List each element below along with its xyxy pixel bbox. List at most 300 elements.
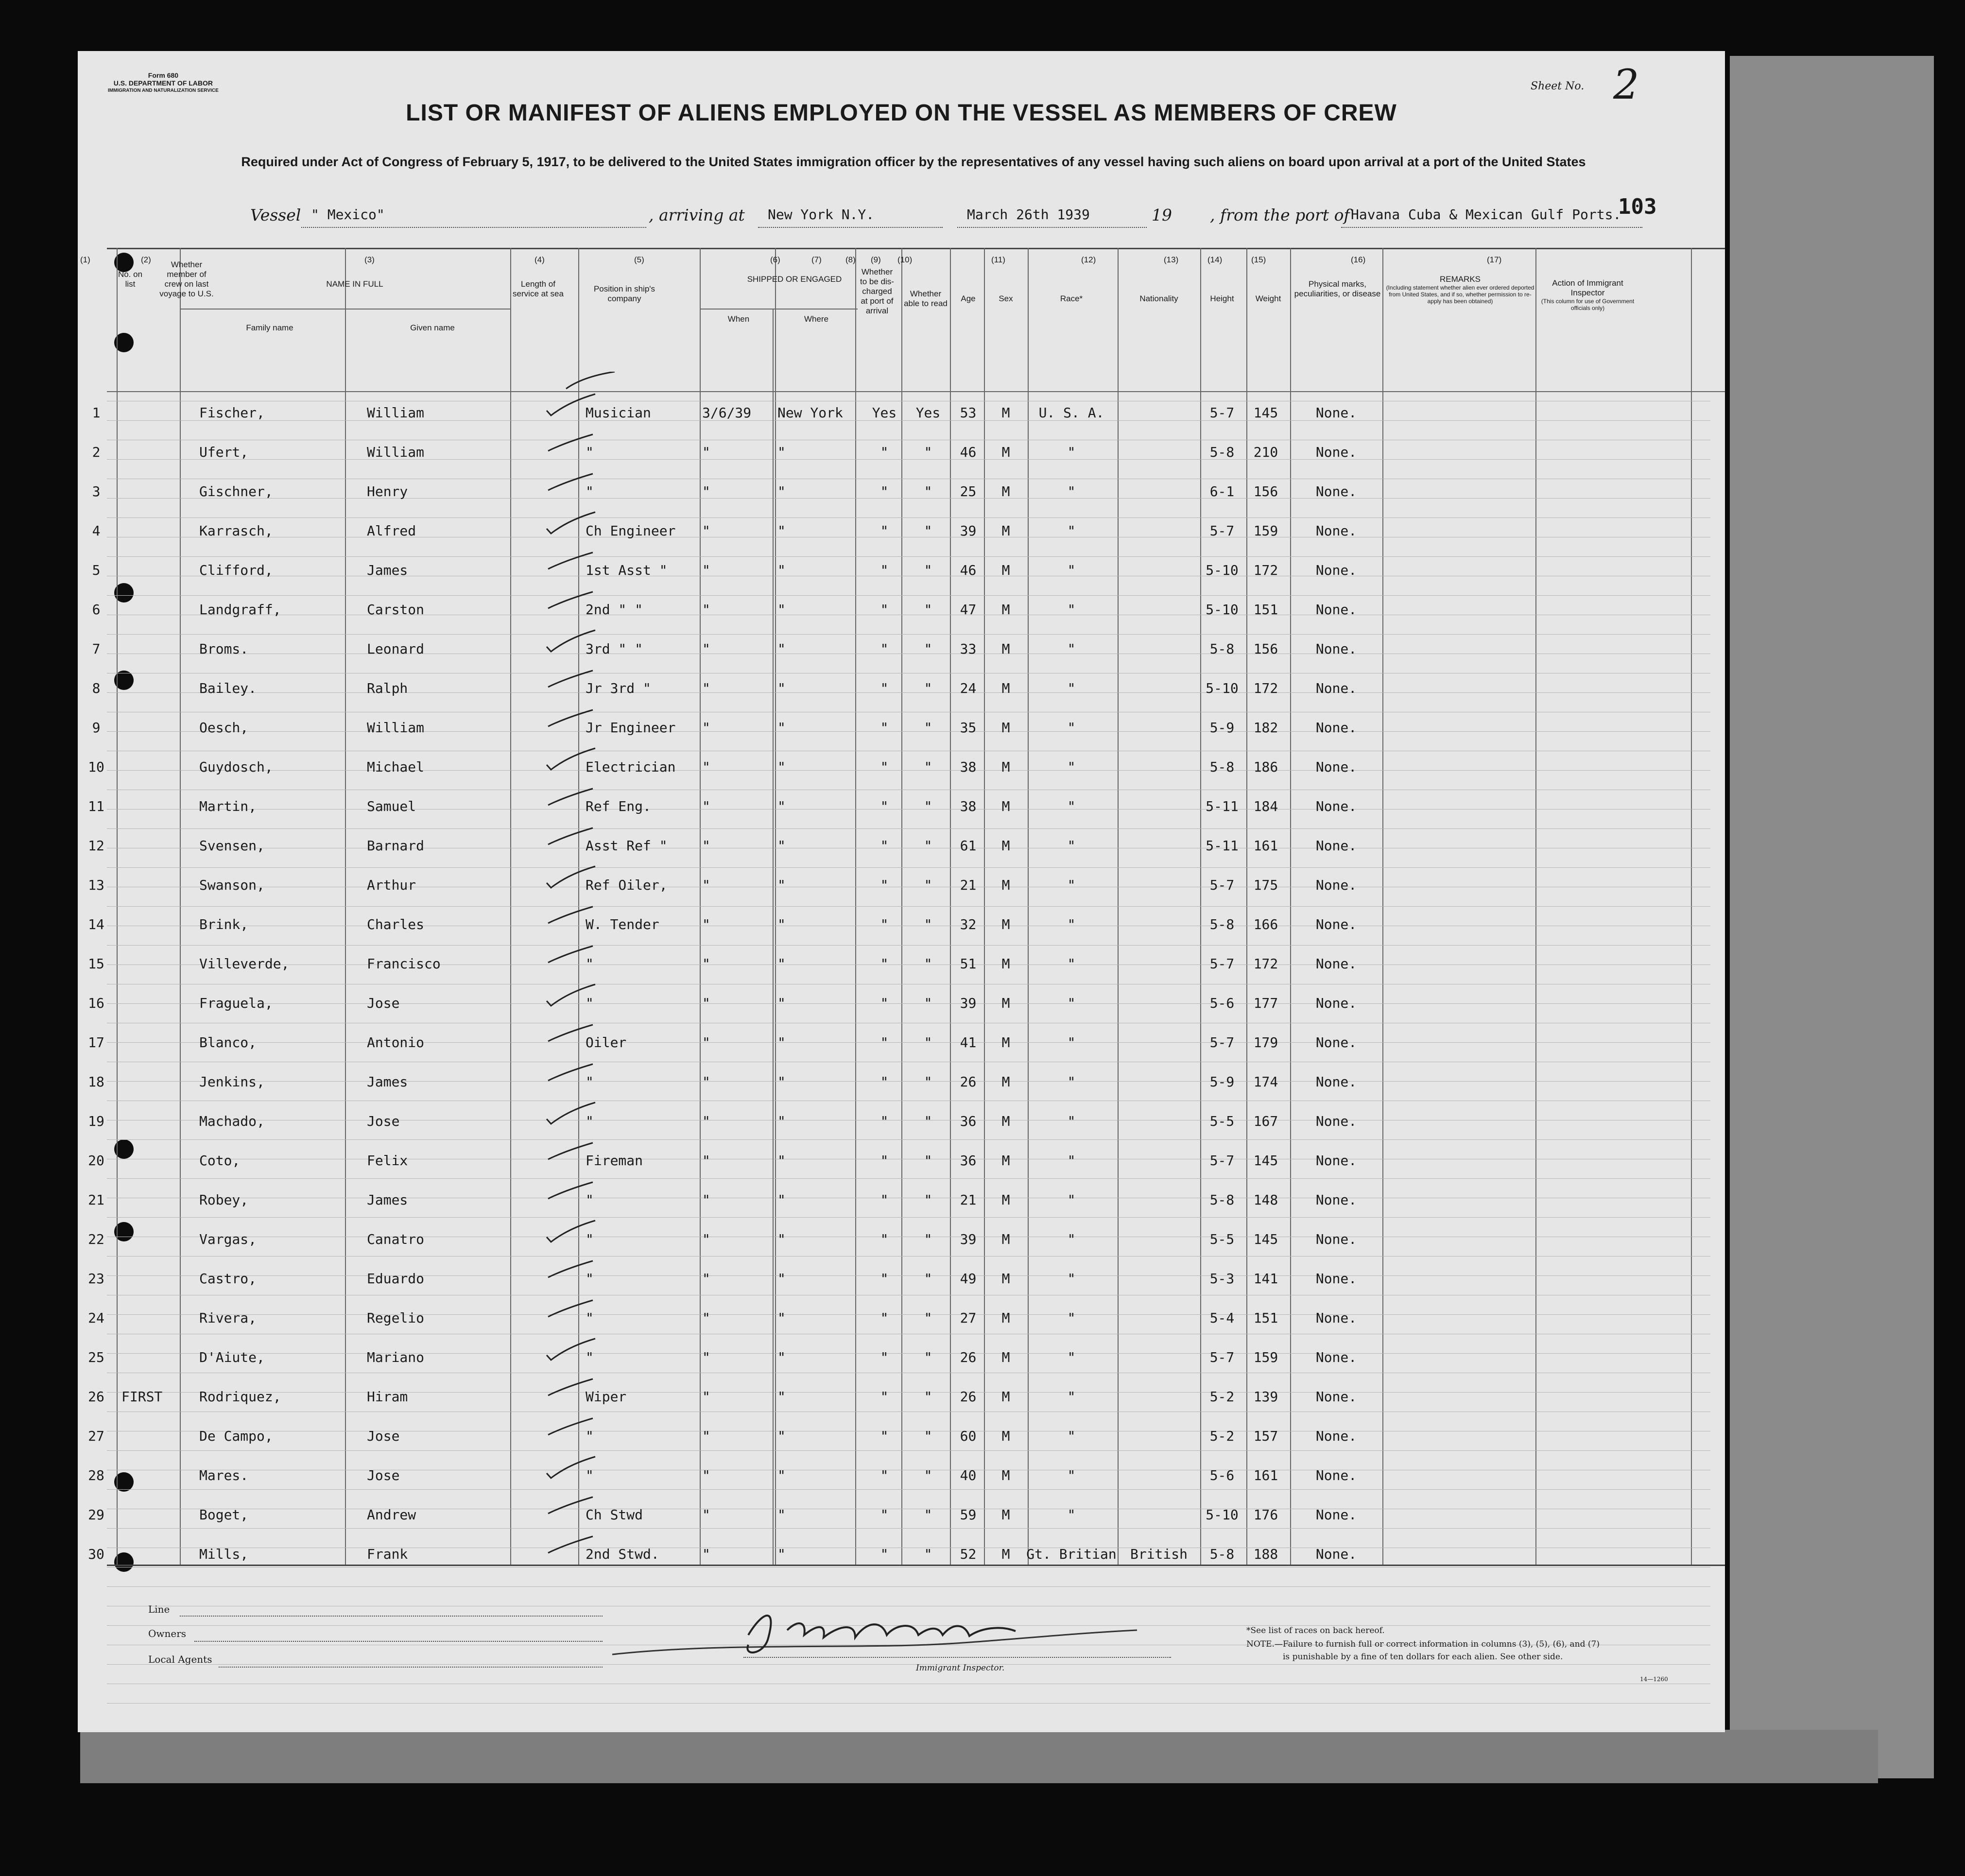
pen-check-mark xyxy=(544,431,598,456)
cell-age: 46 xyxy=(960,562,977,578)
cell-height: 5-8 xyxy=(1209,1192,1235,1208)
cell-given-name: Antonio xyxy=(367,1034,425,1050)
cell-race: " xyxy=(1067,1153,1076,1169)
cell-no: 25 xyxy=(88,1349,104,1365)
cell-age: 53 xyxy=(960,405,977,421)
cell-height: 5-8 xyxy=(1209,444,1235,460)
cell-family-name: Coto, xyxy=(199,1153,241,1169)
cell-race: " xyxy=(1067,1310,1076,1326)
cell-height: 5-8 xyxy=(1209,1546,1235,1562)
cell-shipped-where: " xyxy=(777,1192,786,1208)
cell-height: 5-11 xyxy=(1206,838,1239,854)
arrival-port: New York N.Y. xyxy=(768,207,875,223)
cell-given-name: James xyxy=(367,562,408,578)
cell-weight: 166 xyxy=(1253,916,1278,932)
cell-sex: M xyxy=(1001,759,1010,775)
cell-position: " xyxy=(586,956,594,972)
pen-check-mark xyxy=(544,904,598,928)
cell-shipped-where: " xyxy=(777,641,786,657)
cell-family-name: Ufert, xyxy=(199,444,249,460)
cell-no: 23 xyxy=(88,1271,104,1287)
cell-shipped-when: " xyxy=(702,1153,710,1169)
ruled-line xyxy=(107,945,1710,946)
cell-sex: M xyxy=(1001,1034,1010,1050)
cell-given-name: James xyxy=(367,1192,408,1208)
cell-age: 21 xyxy=(960,877,977,893)
cell-discharged: " xyxy=(880,1192,889,1208)
cell-physical-marks: None. xyxy=(1315,1310,1357,1326)
cell-given-name: James xyxy=(367,1074,408,1090)
cell-family-name: Martin, xyxy=(199,798,257,814)
cell-shipped-when: " xyxy=(702,1349,710,1365)
cell-height: 5-8 xyxy=(1209,759,1235,775)
cell-position: 2nd " " xyxy=(586,602,643,618)
cell-weight: 175 xyxy=(1253,877,1278,893)
cell-no: 3 xyxy=(92,483,101,499)
cell-position: W. Tender xyxy=(586,916,659,932)
cell-shipped-where: " xyxy=(777,759,786,775)
cell-shipped-when: " xyxy=(702,1428,710,1444)
cell-given-name: Andrew xyxy=(367,1507,416,1523)
pen-check-mark xyxy=(544,1337,598,1361)
cell-shipped-when: " xyxy=(702,483,710,499)
cell-position: " xyxy=(586,1113,594,1129)
cell-sex: M xyxy=(1001,1428,1010,1444)
cell-shipped-when: " xyxy=(702,995,710,1011)
cell-weight: 151 xyxy=(1253,602,1278,618)
cell-shipped-where: " xyxy=(777,1389,786,1405)
table-bottom-rule xyxy=(107,1565,1725,1566)
cell-shipped-where: " xyxy=(777,1349,786,1365)
cell-no: 9 xyxy=(92,720,101,736)
cell-race: " xyxy=(1067,877,1076,893)
page-subtitle: Required under Act of Congress of February 5, 1917, to be delivered to the United States immigration officer by the representatives of any vessel having such aliens on board upon arrival at a port of the United States xyxy=(241,155,1586,169)
pen-check-mark xyxy=(544,1022,598,1046)
pen-check-mark xyxy=(544,668,598,692)
cell-position: Jr Engineer xyxy=(586,720,676,736)
cell-shipped-where: " xyxy=(777,1428,786,1444)
cell-weight: 145 xyxy=(1253,405,1278,421)
cell-shipped-where: New York xyxy=(777,405,843,421)
manifest-page xyxy=(78,51,1725,1732)
cell-discharged: " xyxy=(880,720,889,736)
cell-discharged: " xyxy=(880,759,889,775)
cell-physical-marks: None. xyxy=(1315,641,1357,657)
cell-physical-marks: None. xyxy=(1315,1192,1357,1208)
cell-shipped-when: " xyxy=(702,1507,710,1523)
year-label: 19 xyxy=(1152,206,1172,224)
ruled-line xyxy=(107,1703,1710,1704)
cell-shipped-when: " xyxy=(702,1546,710,1562)
cell-physical-marks: None. xyxy=(1315,523,1357,539)
cell-given-name: Michael xyxy=(367,759,425,775)
cell-physical-marks: None. xyxy=(1315,1349,1357,1365)
cell-shipped-when: " xyxy=(702,1231,710,1247)
pen-check-mark xyxy=(544,589,598,613)
cell-sex: M xyxy=(1001,1074,1010,1090)
ruled-line xyxy=(107,1664,1710,1665)
pen-check-mark xyxy=(544,707,598,731)
cell-physical-marks: None. xyxy=(1315,995,1357,1011)
cell-discharged: " xyxy=(880,523,889,539)
cell-given-name: Jose xyxy=(367,995,400,1011)
cell-physical-marks: None. xyxy=(1315,1034,1357,1050)
cell-able-to-read: " xyxy=(924,759,932,775)
cell-height: 5-2 xyxy=(1209,1389,1235,1405)
pen-check-mark xyxy=(544,1219,598,1243)
cell-weight: 174 xyxy=(1253,1074,1278,1090)
cell-height: 5-6 xyxy=(1209,995,1235,1011)
pen-check-mark xyxy=(544,550,598,574)
column-number: (6) xyxy=(770,255,780,264)
cell-discharged: " xyxy=(880,641,889,657)
cell-shipped-when: " xyxy=(702,1389,710,1405)
sheet-number: 2 xyxy=(1613,61,1639,108)
cell-age: 35 xyxy=(960,720,977,736)
vessel-label: Vessel xyxy=(250,206,301,224)
cell-given-name: Frank xyxy=(367,1546,408,1562)
cell-shipped-when: " xyxy=(702,956,710,972)
cell-shipped-where: " xyxy=(777,720,786,736)
cell-age: 32 xyxy=(960,916,977,932)
cell-race: Gt. Britian xyxy=(1026,1546,1117,1562)
cell-discharged: " xyxy=(880,956,889,972)
cell-physical-marks: None. xyxy=(1315,798,1357,814)
cell-sex: M xyxy=(1001,1310,1010,1326)
header-race: Race* xyxy=(1060,294,1083,303)
ruled-line xyxy=(107,420,1710,421)
cell-discharged: " xyxy=(880,1349,889,1365)
form-service: IMMIGRATION AND NATURALIZATION SERVICE xyxy=(108,88,219,93)
cell-discharged: " xyxy=(880,1467,889,1483)
cell-given-name: Jose xyxy=(367,1467,400,1483)
ruled-line xyxy=(107,517,1710,518)
cell-family-name: Fischer, xyxy=(199,405,265,421)
cell-discharged: " xyxy=(880,838,889,854)
cell-no: 10 xyxy=(88,759,104,775)
cell-age: 59 xyxy=(960,1507,977,1523)
print-code: 14—1260 xyxy=(1640,1676,1668,1683)
cell-physical-marks: None. xyxy=(1315,1389,1357,1405)
column-number: (5) xyxy=(634,255,644,264)
cell-shipped-when: " xyxy=(702,1034,710,1050)
cell-weight: 156 xyxy=(1253,641,1278,657)
cell-no: 7 xyxy=(92,641,101,657)
cell-discharged: " xyxy=(880,483,889,499)
margin-pen-mark xyxy=(564,372,617,396)
cell-able-to-read: " xyxy=(924,523,932,539)
cell-weight: 148 xyxy=(1253,1192,1278,1208)
cell-race: " xyxy=(1067,483,1076,499)
cell-able-to-read: " xyxy=(924,1546,932,1562)
cell-age: 36 xyxy=(960,1153,977,1169)
cell-height: 5-7 xyxy=(1209,1034,1235,1050)
cell-age: 26 xyxy=(960,1389,977,1405)
cell-race: " xyxy=(1067,602,1076,618)
header-height: Height xyxy=(1210,294,1234,303)
cell-shipped-where: " xyxy=(777,1271,786,1287)
inspector-label: Immigrant Inspector. xyxy=(916,1663,1005,1673)
cell-discharged: " xyxy=(880,1074,889,1090)
cell-race: " xyxy=(1067,1034,1076,1050)
cell-shipped-where: " xyxy=(777,1507,786,1523)
cell-sex: M xyxy=(1001,523,1010,539)
cell-family-name: Svensen, xyxy=(199,838,265,854)
cell-race: U. S. A. xyxy=(1038,405,1104,421)
penalty-note-line1: NOTE.—Failure to furnish full or correct information in columns (3), (5), (6), and (7) xyxy=(1246,1639,1600,1649)
cell-able-to-read: " xyxy=(924,641,932,657)
cell-shipped-when: " xyxy=(702,798,710,814)
cell-position: Wiper xyxy=(586,1389,627,1405)
cell-age: 33 xyxy=(960,641,977,657)
cell-family-name: Machado, xyxy=(199,1113,265,1129)
ruled-line xyxy=(107,595,1710,596)
pen-check-mark xyxy=(544,786,598,810)
cell-physical-marks: None. xyxy=(1315,405,1357,421)
form-identifier xyxy=(108,71,219,95)
dotted-rule xyxy=(957,227,1147,228)
cell-shipped-when: " xyxy=(702,680,710,696)
pen-check-mark xyxy=(544,1061,598,1085)
cell-able-to-read: " xyxy=(924,562,932,578)
cell-given-name: William xyxy=(367,444,425,460)
column-number: (13) xyxy=(1164,255,1179,264)
cell-race: " xyxy=(1067,995,1076,1011)
cell-race: " xyxy=(1067,562,1076,578)
cell-family-name: Bailey. xyxy=(199,680,257,696)
manifest-number: 103 xyxy=(1618,194,1657,219)
cell-no: 24 xyxy=(88,1310,104,1326)
cell-age: 26 xyxy=(960,1074,977,1090)
cell-shipped-where: " xyxy=(777,444,786,460)
ruled-line xyxy=(107,867,1710,868)
header-family-name: Family name xyxy=(246,323,293,332)
cell-given-name: Leonard xyxy=(367,641,425,657)
cell-weight: 167 xyxy=(1253,1113,1278,1129)
header-age: Age xyxy=(961,294,976,303)
cell-no: 29 xyxy=(88,1507,104,1523)
column-number: (2) xyxy=(141,255,151,264)
cell-able-to-read: " xyxy=(924,838,932,854)
header-position: Position in ship's company xyxy=(593,284,655,303)
cell-able-to-read: " xyxy=(924,1113,932,1129)
cell-given-name: Eduardo xyxy=(367,1271,425,1287)
cell-race: " xyxy=(1067,680,1076,696)
header-member-last-voyage: Whether member of crew on last voyage to U.S. xyxy=(159,260,214,298)
cell-sex: M xyxy=(1001,720,1010,736)
header-where: Where xyxy=(804,314,829,324)
cell-height: 5-11 xyxy=(1206,798,1239,814)
cell-height: 5-8 xyxy=(1209,641,1235,657)
cell-given-name: Hiram xyxy=(367,1389,408,1405)
cell-sex: M xyxy=(1001,838,1010,854)
cell-position: Ref Oiler, xyxy=(586,877,668,893)
cell-discharged: " xyxy=(880,680,889,696)
cell-family-name: Fraguela, xyxy=(199,995,273,1011)
cell-race: " xyxy=(1067,838,1076,854)
cell-shipped-when: " xyxy=(702,759,710,775)
cell-age: 61 xyxy=(960,838,977,854)
cell-race: " xyxy=(1067,1192,1076,1208)
header-when: When xyxy=(727,314,750,324)
cell-no: 26 xyxy=(88,1389,104,1405)
cell-sex: M xyxy=(1001,1546,1010,1562)
cell-weight: 210 xyxy=(1253,444,1278,460)
cell-physical-marks: None. xyxy=(1315,720,1357,736)
cell-shipped-where: " xyxy=(777,1467,786,1483)
departure-ports: Havana Cuba & Mexican Gulf Ports. xyxy=(1351,207,1621,223)
cell-race: " xyxy=(1067,1113,1076,1129)
header-discharged: Whether to be dis-charged at port of arrival xyxy=(860,267,894,315)
cell-discharged: " xyxy=(880,995,889,1011)
cell-able-to-read: " xyxy=(924,1428,932,1444)
cell-race: " xyxy=(1067,1074,1076,1090)
cell-shipped-where: " xyxy=(777,995,786,1011)
cell-sex: M xyxy=(1001,1192,1010,1208)
cell-sex: M xyxy=(1001,1467,1010,1483)
cell-shipped-when: " xyxy=(702,720,710,736)
cell-sex: M xyxy=(1001,1231,1010,1247)
cell-shipped-when: " xyxy=(702,1271,710,1287)
column-number: (17) xyxy=(1487,255,1502,264)
cell-given-name: Jose xyxy=(367,1113,400,1129)
ruled-line xyxy=(107,1178,1710,1179)
ruled-line xyxy=(107,1528,1710,1529)
inspector-rule xyxy=(743,1657,1171,1658)
pen-check-mark xyxy=(544,1258,598,1282)
cell-physical-marks: None. xyxy=(1315,1271,1357,1287)
cell-given-name: Alfred xyxy=(367,523,416,539)
cell-weight: 184 xyxy=(1253,798,1278,814)
vessel-name: " Mexico" xyxy=(311,207,385,223)
cell-able-to-read: " xyxy=(924,798,932,814)
cell-weight: 161 xyxy=(1253,838,1278,854)
cell-physical-marks: None. xyxy=(1315,483,1357,499)
cell-height: 5-6 xyxy=(1209,1467,1235,1483)
line-rule xyxy=(180,1616,603,1617)
dotted-rule xyxy=(301,227,646,228)
cell-height: 5-7 xyxy=(1209,877,1235,893)
cell-able-to-read: " xyxy=(924,995,932,1011)
ruled-line xyxy=(107,828,1710,829)
cell-age: 40 xyxy=(960,1467,977,1483)
header-length-service: Length of service at sea xyxy=(513,279,564,298)
cell-shipped-where: " xyxy=(777,838,786,854)
cell-family-name: Rivera, xyxy=(199,1310,257,1326)
cell-age: 39 xyxy=(960,1231,977,1247)
header-given-name: Given name xyxy=(410,323,455,332)
cell-shipped-where: " xyxy=(777,1231,786,1247)
cell-no: 21 xyxy=(88,1192,104,1208)
cell-sex: M xyxy=(1001,1113,1010,1129)
cell-able-to-read: Yes xyxy=(915,405,941,421)
cell-physical-marks: None. xyxy=(1315,444,1357,460)
cell-shipped-where: " xyxy=(777,602,786,618)
pen-check-mark xyxy=(544,1376,598,1400)
cell-weight: 145 xyxy=(1253,1153,1278,1169)
cell-position: " xyxy=(586,1231,594,1247)
cell-position: Asst Ref " xyxy=(586,838,668,854)
cell-shipped-when: " xyxy=(702,1074,710,1090)
column-number: (10) xyxy=(897,255,913,264)
pen-check-mark xyxy=(544,864,598,889)
cell-physical-marks: None. xyxy=(1315,1546,1357,1562)
cell-position: Fireman xyxy=(586,1153,643,1169)
cell-discharged: Yes xyxy=(872,405,897,421)
cell-weight: 177 xyxy=(1253,995,1278,1011)
cell-given-name: Henry xyxy=(367,483,408,499)
cell-shipped-when: " xyxy=(702,877,710,893)
cell-sex: M xyxy=(1001,956,1010,972)
cell-family-name: Gischner, xyxy=(199,483,273,499)
cell-height: 5-5 xyxy=(1209,1113,1235,1129)
cell-able-to-read: " xyxy=(924,680,932,696)
header-name-in-full: NAME IN FULL xyxy=(326,279,383,289)
cell-weight: 172 xyxy=(1253,680,1278,696)
cell-weight: 151 xyxy=(1253,1310,1278,1326)
cell-position: Ref Eng. xyxy=(586,798,651,814)
cell-position: 1st Asst " xyxy=(586,562,668,578)
cell-discharged: " xyxy=(880,1034,889,1050)
page-title: LIST OR MANIFEST OF ALIENS EMPLOYED ON THE VESSEL AS MEMBERS OF CREW xyxy=(406,100,1397,126)
cell-able-to-read: " xyxy=(924,1074,932,1090)
column-number: (3) xyxy=(364,255,375,264)
underlying-sheet-edge xyxy=(1730,56,1934,1778)
cell-age: 46 xyxy=(960,444,977,460)
cell-physical-marks: None. xyxy=(1315,1074,1357,1090)
cell-shipped-when: " xyxy=(702,602,710,618)
cell-height: 5-7 xyxy=(1209,1349,1235,1365)
cell-no: 5 xyxy=(92,562,101,578)
cell-able-to-read: " xyxy=(924,916,932,932)
pen-check-mark xyxy=(544,1179,598,1204)
cell-position: " xyxy=(586,995,594,1011)
cell-position: Jr 3rd " xyxy=(586,680,651,696)
cell-discharged: " xyxy=(880,562,889,578)
name-subheader-rule xyxy=(180,309,510,310)
header-nationality: Nationality xyxy=(1139,294,1178,303)
cell-family-name: Broms. xyxy=(199,641,249,657)
column-number: (15) xyxy=(1251,255,1266,264)
cell-position: " xyxy=(586,483,594,499)
cell-sex: M xyxy=(1001,1389,1010,1405)
cell-shipped-when: " xyxy=(702,523,710,539)
cell-height: 5-4 xyxy=(1209,1310,1235,1326)
cell-discharged: " xyxy=(880,1428,889,1444)
cell-no: 6 xyxy=(92,602,101,618)
column-number: (16) xyxy=(1351,255,1366,264)
cell-height: 5-3 xyxy=(1209,1271,1235,1287)
ruled-line xyxy=(107,634,1710,635)
cell-shipped-where: " xyxy=(777,1113,786,1129)
from-port-label: , from the port of xyxy=(1210,206,1350,224)
pen-check-mark xyxy=(544,1455,598,1479)
cell-able-to-read: " xyxy=(924,1153,932,1169)
cell-height: 5-7 xyxy=(1209,1153,1235,1169)
cell-no: 20 xyxy=(88,1153,104,1169)
cell-able-to-read: " xyxy=(924,602,932,618)
cell-weight: 145 xyxy=(1253,1231,1278,1247)
column-number: (14) xyxy=(1207,255,1223,264)
cell-shipped-where: " xyxy=(777,680,786,696)
cell-no: 18 xyxy=(88,1074,104,1090)
cell-shipped-where: " xyxy=(777,1310,786,1326)
cell-family-name: Boget, xyxy=(199,1507,249,1523)
cell-position: Oiler xyxy=(586,1034,627,1050)
agents-rule xyxy=(219,1667,603,1668)
cell-given-name: Mariano xyxy=(367,1349,425,1365)
cell-able-to-read: " xyxy=(924,877,932,893)
